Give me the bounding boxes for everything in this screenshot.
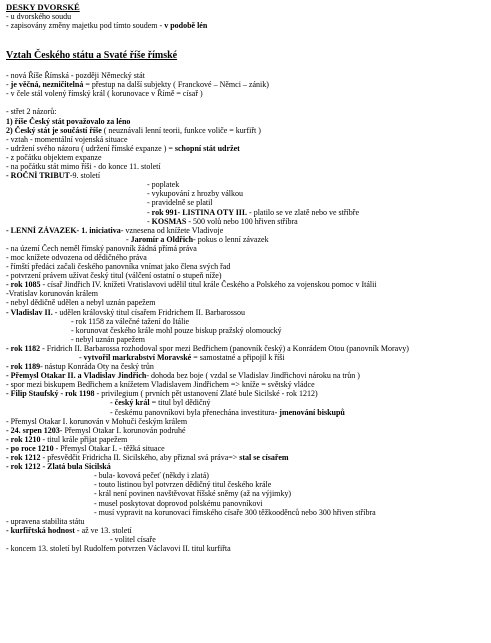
text-line: - vztah - momentální vojenská situace [6, 134, 128, 144]
text-line: - volitel císaře [110, 534, 156, 544]
text-line: - touto listinou byl potvrzen dědičný titul českého krále [94, 480, 272, 490]
text-line: - římští předáci začali českého panovníka vnímat jako člena svých řad [6, 262, 231, 272]
text-line: - vykupování z hrozby válkou [147, 189, 243, 199]
text-line: - kurfiřtská hodnost - až ve 13. století [6, 525, 132, 535]
text-line: - bula- kovová pečeť (někdy i zlatá) [94, 471, 209, 481]
text-line: - rok 1158 za válečné tažení do Itálie [71, 316, 190, 326]
text-line: - spor mezi biskupem Bedřichem a knížetem Vladislavem Jindřichem => kníže = světský vládce [6, 380, 315, 390]
text-line: - po roce 1210 - Přemysl Otakar I. - těžká situace [6, 443, 165, 453]
text-line: - LENNÍ ZÁVAZEK- 1. iniciativa- vznesena od knížete Vladivoje [6, 225, 224, 235]
text-line: - rok 1085 - císař Jindřich IV. knížeti Vratislavovi udělil titul krále Českého a Polského za vojenskou pomoc v Itálii [6, 280, 377, 290]
section-title-desky: DESKY DVORSKÉ [6, 2, 80, 12]
text-line: - poplatek [147, 180, 180, 190]
spacer [6, 98, 487, 107]
text-line: 2) Český stát je součástí říše ( neuznávali lenní teorii, funkce voliče = kurfiřt ) [6, 125, 261, 135]
text-line: - udržení svého názoru ( udržení římské expanze ) = schopní stát udržet [6, 143, 240, 153]
text-line: - nebyl dědičně udělen a nebyl uznán papežem [6, 298, 156, 308]
text-line: - u dvorského soudu [6, 12, 72, 21]
text-line: - z počátku objektem expanze [6, 152, 102, 162]
text-line: 1) říše Český stát považovalo za léno [6, 116, 131, 126]
text-line: - upravena stabilita státu [6, 516, 85, 526]
text-line: - Přemysl Otakar II. a Vladislav Jindřich- dohoda bez boje ( vzdal se Vladislav Jindřichovi nároku na trůn ) [6, 371, 360, 381]
text-line: - Vladislav II. - udělen královský titul císařem Fridrichem II. Barbarossou [6, 307, 245, 317]
text-line: - rok 1212 - Zlatá bula Sicilská [6, 462, 111, 472]
text-line: - zapisovány změny majetku pod tímto soudem - v podobě lén [6, 21, 208, 31]
text-line: - na počátku stát mimo říši - do konce 11. století [6, 162, 161, 172]
text-line: - vytvořil markrabství Moravské = samostatné a připojil k říši [79, 353, 285, 362]
text-line: - Filip Staufský - rok 1198 - privilegium ( prvních pět ustanovení Zlaté bule Sicilské - rok 1212) [6, 389, 318, 399]
text-line: - rok 1182 - Fridrich II. Barbarossa rozhodoval spor mezi Bedřichem (panovník český) a Konrádem Otou (panovník Moravy) [6, 343, 409, 353]
text-line: - koncem 13. století byl Rudolfem potvrzen Václavovi II. titul kurfiřta [6, 543, 231, 553]
section-title-vztah: Vztah Českého státu a Svaté říše římské [6, 50, 178, 62]
text-line: - pravidelně se platil [147, 198, 213, 208]
text-line: - KOSMAS - 500 volů nebo 100 hřiven stříbra [147, 216, 298, 226]
text-line: - král není povinen navštěvovat říšské sněmy (až na výjimky) [94, 489, 292, 499]
text-line: - musí vypravit na korunovaci římského císaře 300 těžkooděnců nebo 300 hřiven stříbra [94, 507, 376, 517]
text-line: - nová Říše Římská - později Německý stát [6, 71, 145, 81]
text-line: - korunovat českého krále mohl pouze biskup pražský olomoucký [71, 325, 282, 335]
text-line: - nebyl uznán papežem [71, 334, 145, 344]
text-line: - potvrzení právem užívat český titul (válčení ostatní o stupeň níže) [6, 271, 222, 281]
text-line: - rok 1210 - titul krále přijat papežem [6, 434, 128, 444]
text-line: - český král = titul byl dědičný [110, 398, 211, 408]
text-line: - rok 1189- nástup Konráda Oty na český trůn [6, 362, 154, 372]
text-line: - je věčná, nezničitelná = přestup na další subjekty ( Franckové – Němci – zánik) [6, 80, 269, 90]
text-line: - ROČNÍ TRIBUT-9. století [6, 171, 101, 181]
text-line: - v čele stál volený římský král ( korunovace v Římě = císař ) [6, 89, 203, 99]
text-line: - moc knížete odvozena od dědičného práva [6, 252, 147, 262]
text-line: - českému panovníkovi byla přenechána investitura- jmenování biskupů [110, 407, 345, 417]
text-line: - na území Čech neměl římský panovník žádná přímá práva [6, 243, 197, 253]
text-line: -Vratislav korunován králem [6, 289, 98, 299]
text-line: - Přemysl Otakar I. korunován v Mohuči českým králem [6, 416, 188, 426]
text-line: - 24. srpen 1203- Přemysl Otakar I. korunován podruhé [6, 425, 186, 435]
text-line: - Jaromír a Oldřich- pokus o lenní závazek [126, 234, 269, 244]
text-line: - rok 991- LISTINA OTY III. - platilo se ve zlatě nebo ve stříbře [147, 207, 359, 217]
text-line: - musel poskytovat doprovod polskému panovníkovi [94, 498, 263, 508]
text-line: - rok 1212 - přesvědčit Fridricha II. Sicilského, aby přiznal svá práva=> stal se císařem [6, 453, 289, 463]
text-line: - střet 2 názorů: [6, 107, 57, 117]
